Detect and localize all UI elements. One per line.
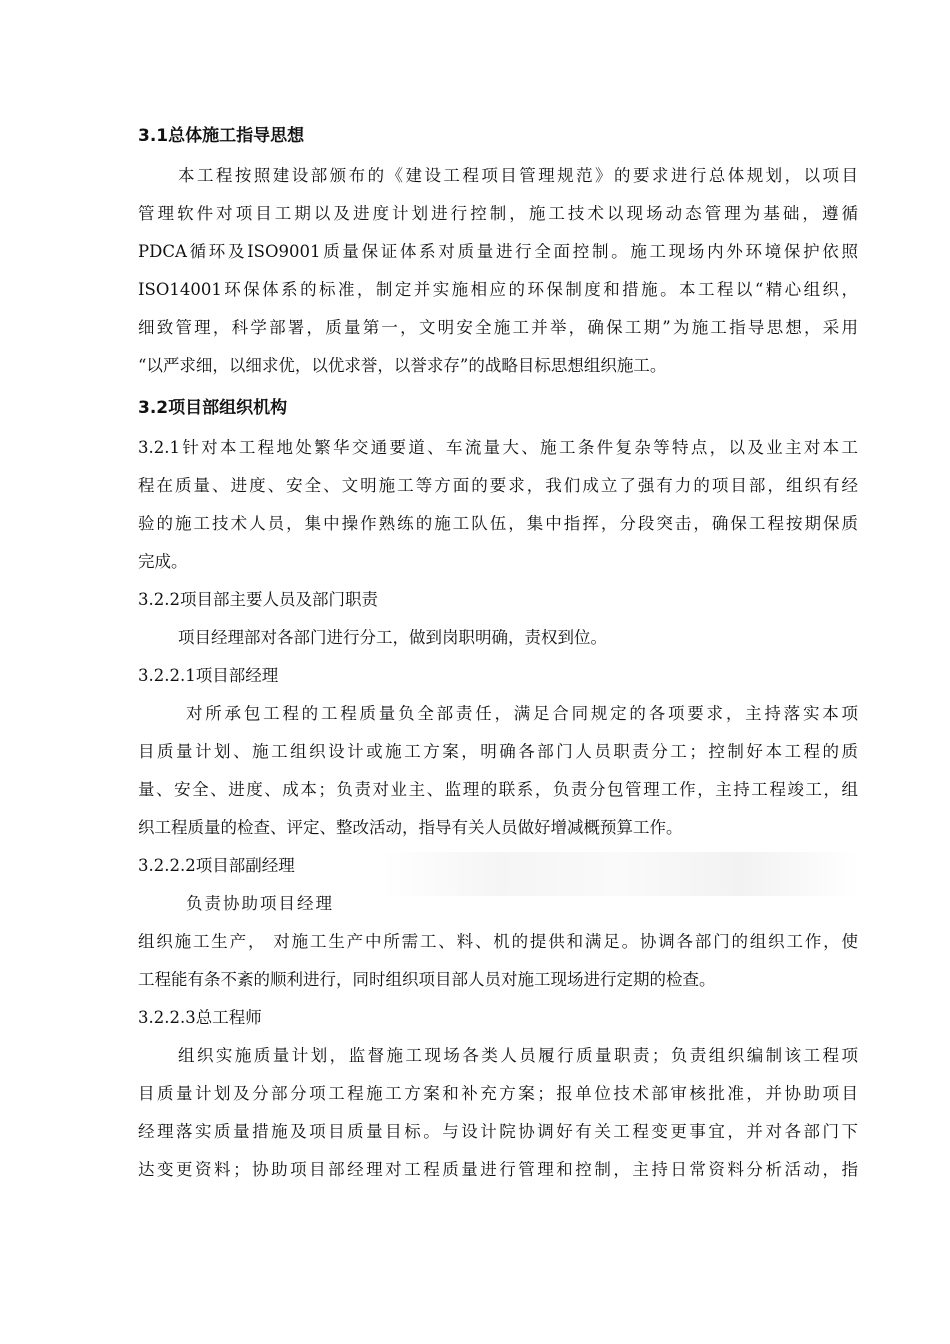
paragraph-line: PDCA循环及ISO9001质量保证体系对质量进行全面控制。施工现场内外环境保护依照 <box>138 242 858 261</box>
subsection-heading-3-2-2-2: 3.2.2.2项目部副经理 <box>138 856 295 875</box>
paragraph-line: 验的施工技术人员，集中操作熟练的施工队伍，集中指挥，分段突击，确保工程按期保质 <box>138 514 858 533</box>
paragraph-line: 工程能有条不紊的顺利进行，同时组织项目部人员对施工现场进行定期的检查。 <box>138 970 716 989</box>
paragraph-line: 目质量计划、施工组织设计或施工方案，明确各部门人员职责分工；控制好本工程的质 <box>138 742 858 761</box>
paragraph-line: 负责协助项目经理 <box>186 894 334 913</box>
paragraph-line: ISO14001环保体系的标准，制定并实施相应的环保制度和措施。本工程以“精心组织， <box>138 280 858 299</box>
paragraph-line: 达变更资料；协助项目部经理对工程质量进行管理和控制，主持日常资料分析活动，指 <box>138 1160 858 1179</box>
paragraph-line: 织工程质量的检查、评定、整改活动，指导有关人员做好增减概预算工作。 <box>138 818 683 837</box>
paragraph-line: 3.2.1针对本工程地处繁华交通要道、车流量大、施工条件复杂等特点，以及业主对本工 <box>138 438 858 457</box>
paragraph-line: 管理软件对项目工期以及进度计划进行控制，施工技术以现场动态管理为基础，遵循 <box>138 204 858 223</box>
paragraph-line: 程在质量、进度、安全、文明施工等方面的要求，我们成立了强有力的项目部，组织有经 <box>138 476 858 495</box>
paragraph-line: “以严求细，以细求优，以优求誉，以誉求存”的战略目标思想组织施工。 <box>138 356 667 375</box>
section-heading-3-1: 3.1总体施工指导思想 <box>138 126 305 146</box>
paragraph-line: 量、安全、进度、成本；负责对业主、监理的联系，负责分包管理工作，主持工程竣工，组 <box>138 780 858 799</box>
subsection-heading-3-2-2-1: 3.2.2.1项目部经理 <box>138 666 279 685</box>
paragraph-line: 细致管理，科学部署，质量第一，文明安全施工并举，确保工期”为施工指导思想，采用 <box>138 318 858 337</box>
section-heading-3-2: 3.2项目部组织机构 <box>138 398 288 418</box>
paragraph-line: 组织实施质量计划，监督施工现场各类人员履行质量职责；负责组织编制该工程项 <box>178 1046 858 1065</box>
paragraph-line: 目质量计划及分部分项工程施工方案和补充方案；报单位技术部审核批准，并协助项目 <box>138 1084 858 1103</box>
paragraph-line: 对所承包工程的工程质量负全部责任，满足合同规定的各项要求，主持落实本项 <box>186 704 858 723</box>
paragraph-line: 项目经理部对各部门进行分工，做到岗职明确，责权到位。 <box>178 628 607 647</box>
paragraph-line: 完成。 <box>138 552 188 571</box>
subsection-heading-3-2-2: 3.2.2项目部主要人员及部门职责 <box>138 590 378 609</box>
subsection-heading-3-2-2-3: 3.2.2.3总工程师 <box>138 1008 262 1027</box>
paragraph-line: 经理落实质量措施及项目质量目标。与设计院协调好有关工程变更事宜，并对各部门下 <box>138 1122 858 1141</box>
paragraph-line: 组织施工生产， 对施工生产中所需工、料、机的提供和满足。协调各部门的组织工作，使 <box>138 932 858 951</box>
paragraph-line: 本工程按照建设部颁布的《建设工程项目管理规范》的要求进行总体规划，以项目 <box>178 166 858 185</box>
